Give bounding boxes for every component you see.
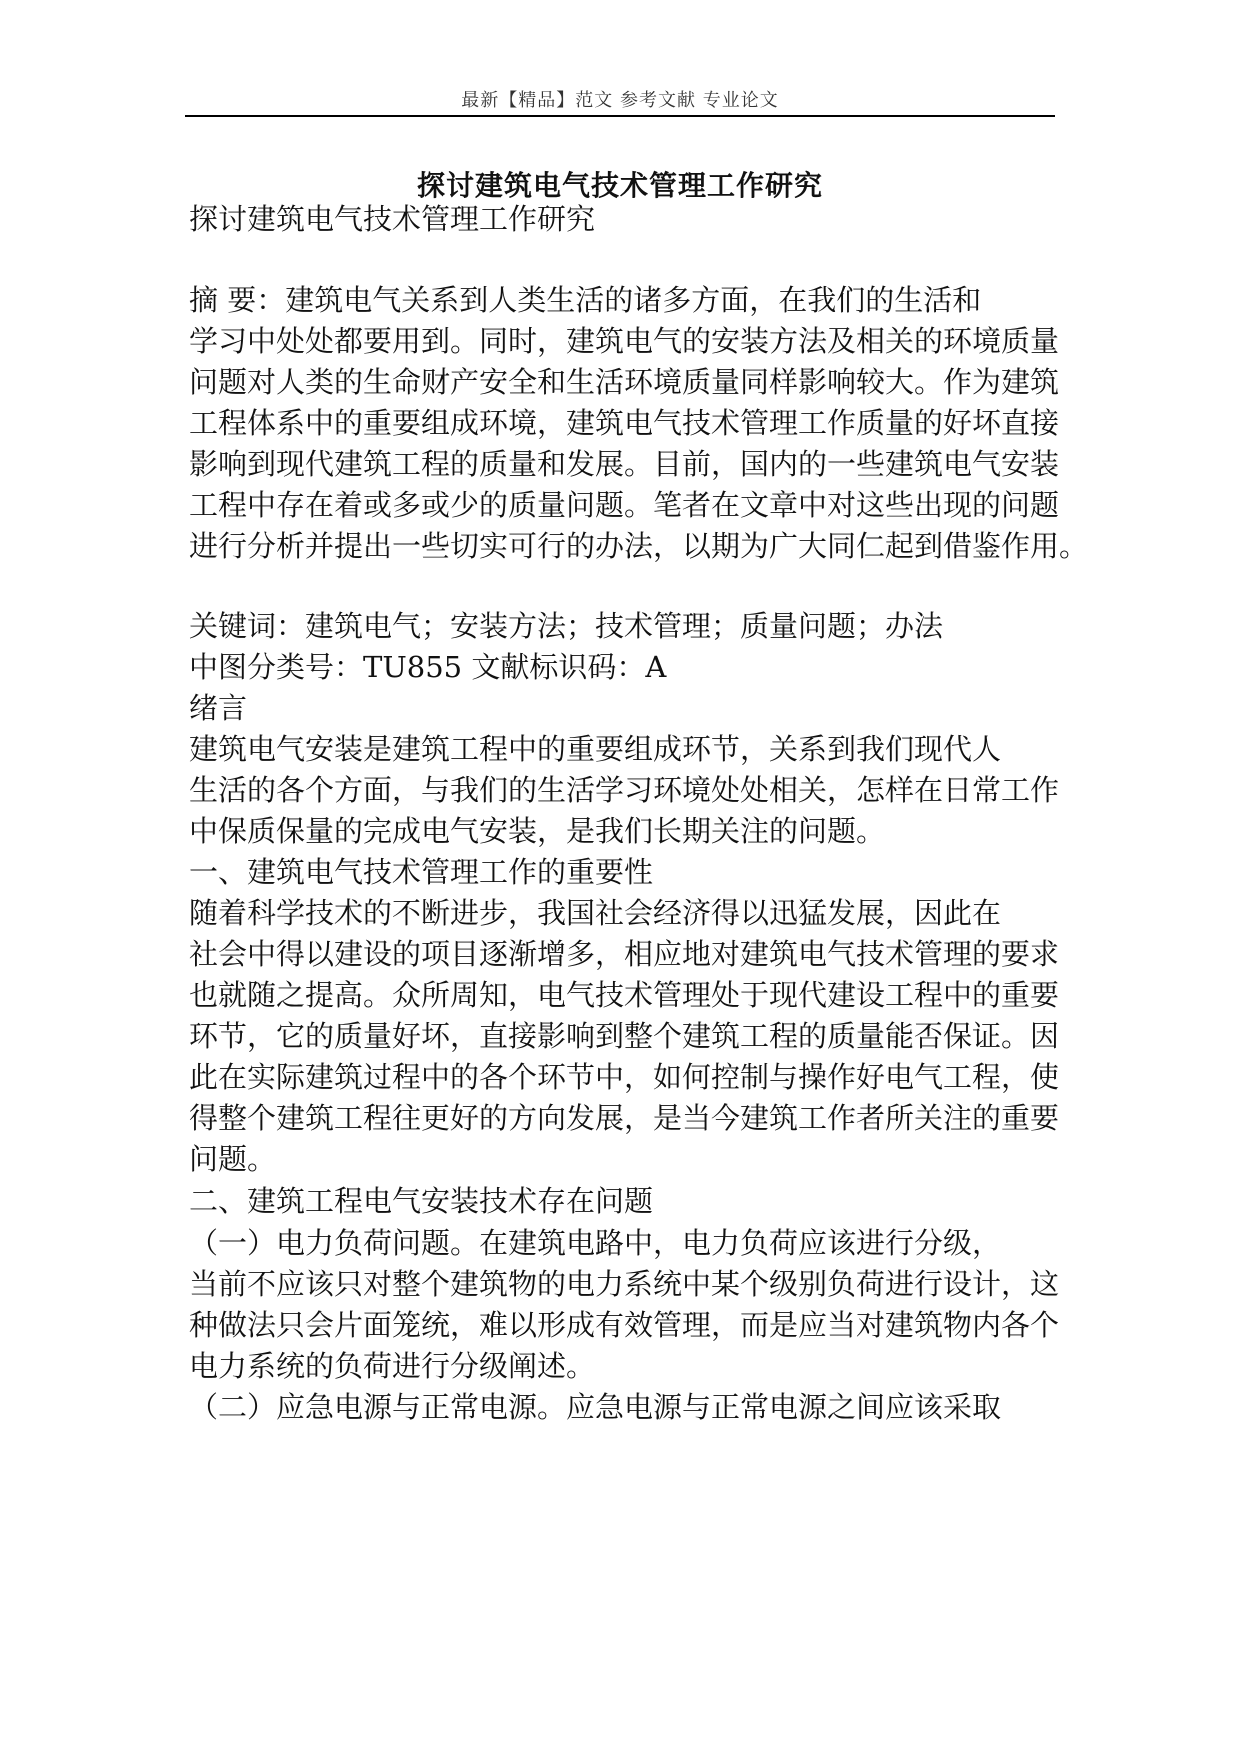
section-heading: 绪言: [189, 691, 248, 725]
body-line: （一）电力负荷问题。在建筑电路中，电力负荷应该进行分级，: [189, 1226, 1002, 1260]
abstract-line: 工程中存在着或多或少的质量问题。笔者在文章中对这些出现的问题: [189, 488, 1060, 522]
body-line: 当前不应该只对整个建筑物的电力系统中某个级别负荷进行设计，这: [189, 1267, 1060, 1301]
body-line: 社会中得以建设的项目逐渐增多，相应地对建筑电气技术管理的要求: [189, 937, 1060, 971]
body-line: 建筑电气安装是建筑工程中的重要组成环节，关系到我们现代人: [189, 732, 1002, 766]
body-line: 中保质保量的完成电气安装，是我们长期关注的问题。: [189, 814, 886, 848]
body-line: 生活的各个方面，与我们的生活学习环境处处相关，怎样在日常工作: [189, 773, 1060, 807]
document-title: 探讨建筑电气技术管理工作研究: [416, 169, 823, 202]
body-line: （二）应急电源与正常电源。应急电源与正常电源之间应该采取: [189, 1390, 1002, 1424]
abstract-line: 影响到现代建筑工程的质量和发展。目前，国内的一些建筑电气安装: [189, 447, 1060, 481]
header-divider: [185, 115, 1055, 117]
body-line: 种做法只会片面笼统，难以形成有效管理，而是应当对建筑物内各个: [189, 1308, 1060, 1342]
body-line: 随着科学技术的不断进步，我国社会经济得以迅猛发展，因此在: [189, 896, 1002, 930]
body-line: 问题。: [189, 1142, 277, 1176]
abstract-line: 进行分析并提出一些切实可行的办法，以期为广大同仁起到借鉴作用。: [189, 529, 1089, 563]
document-subtitle: 探讨建筑电气技术管理工作研究: [189, 202, 596, 236]
section-heading: 一、建筑电气技术管理工作的重要性: [189, 855, 654, 889]
body-line: 此在实际建筑过程中的各个环节中，如何控制与操作好电气工程，使: [189, 1060, 1060, 1094]
body-line: 环节，它的质量好坏，直接影响到整个建筑工程的质量能否保证。因: [189, 1019, 1060, 1053]
abstract-line: 摘 要：建筑电气关系到人类生活的诸多方面，在我们的生活和: [189, 283, 982, 317]
abstract-line: 学习中处处都要用到。同时，建筑电气的安装方法及相关的环境质量: [189, 324, 1060, 358]
keywords-line: 关键词：建筑电气；安装方法；技术管理；质量问题；办法: [189, 609, 944, 643]
page-header: 最新【精品】范文 参考文献 专业论文: [461, 90, 779, 111]
body-line: 也就随之提高。众所周知，电气技术管理处于现代建设工程中的重要: [189, 978, 1060, 1012]
abstract-line: 问题对人类的生命财产安全和生活环境质量同样影响较大。作为建筑: [189, 365, 1060, 399]
abstract-line: 工程体系中的重要组成环境，建筑电气技术管理工作质量的好坏直接: [189, 406, 1060, 440]
section-heading: 二、建筑工程电气安装技术存在问题: [189, 1184, 654, 1218]
classification-line: 中图分类号：TU855 文献标识码：A: [189, 650, 667, 684]
body-line: 电力系统的负荷进行分级阐述。: [189, 1349, 596, 1383]
body-line: 得整个建筑工程往更好的方向发展，是当今建筑工作者所关注的重要: [189, 1101, 1060, 1135]
